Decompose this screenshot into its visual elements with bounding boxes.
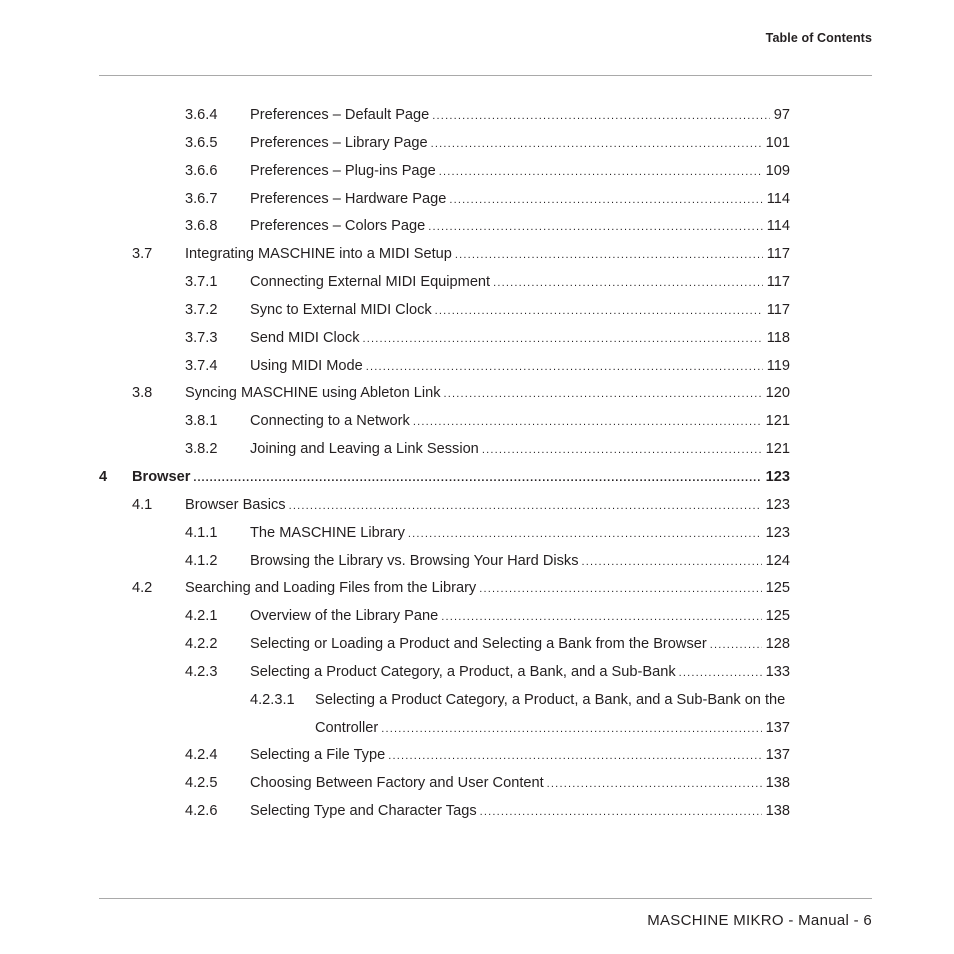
toc-entry-title: Overview of the Library Pane <box>250 608 439 625</box>
dot-leader <box>428 214 763 242</box>
toc-entry[interactable] <box>0 186 954 214</box>
dot-leader <box>679 660 762 688</box>
dot-leader <box>431 131 762 159</box>
toc-entry-number: 3.6.6 <box>185 162 218 179</box>
toc-entry-page: 125 <box>765 580 790 597</box>
toc-entry-page: 109 <box>765 162 790 179</box>
toc-entry-page: 137 <box>765 747 790 764</box>
dot-leader <box>381 716 761 744</box>
toc-entry[interactable] <box>0 548 954 576</box>
toc-entry-page: 114 <box>766 218 790 235</box>
toc-entry-title: Browser Basics <box>185 496 286 513</box>
toc-entry-title: Syncing MASCHINE using Ableton Link <box>185 385 441 402</box>
toc-entry-number: 3.6.7 <box>185 190 218 207</box>
toc-entry-page: 123 <box>765 496 790 513</box>
toc-entry-continuation[interactable] <box>0 715 954 743</box>
toc-entry-title: Send MIDI Clock <box>250 329 360 346</box>
toc-entry-number: 3.7 <box>132 246 153 263</box>
toc-entry-number: 4.2.3.1 <box>250 691 295 708</box>
toc-entry-title: Using MIDI Mode <box>250 357 363 374</box>
dot-leader <box>582 549 762 577</box>
toc-entry-number: 4.1 <box>132 496 153 513</box>
toc-entry-number: 4.2.6 <box>185 803 218 820</box>
toc-entry-page: 133 <box>765 663 790 680</box>
toc-entry[interactable] <box>0 269 954 297</box>
toc-entry[interactable] <box>0 436 954 464</box>
toc-entry-title: Selecting Type and Character Tags <box>250 803 477 820</box>
footer-divider <box>99 898 872 899</box>
toc-entry-number: 3.6.5 <box>185 134 218 151</box>
dot-leader <box>193 465 761 493</box>
toc-entry[interactable] <box>0 241 954 269</box>
dot-leader <box>455 242 763 270</box>
toc-entry-number: 4.2.2 <box>185 636 218 653</box>
dot-leader <box>289 493 762 521</box>
toc-entry[interactable] <box>0 213 954 241</box>
toc-entry[interactable] <box>0 464 954 492</box>
toc-entry-title: Preferences – Library Page <box>250 134 428 151</box>
toc-entry-number: 4.2.1 <box>185 608 218 625</box>
toc-entry-number: 3.7.4 <box>185 357 218 374</box>
toc-entry-number: 4.2.3 <box>185 663 218 680</box>
table-of-contents <box>0 102 954 826</box>
toc-entry[interactable] <box>0 102 954 130</box>
toc-entry-number: 3.7.1 <box>185 274 218 291</box>
toc-entry[interactable] <box>0 575 954 603</box>
toc-entry[interactable] <box>0 353 954 381</box>
toc-entry-page: 117 <box>766 301 790 318</box>
toc-entry-page: 120 <box>765 385 790 402</box>
toc-entry-number: 3.7.2 <box>185 301 218 318</box>
toc-entry-number: 3.8 <box>132 385 153 402</box>
footer-text: MASCHINE MIKRO - Manual - 6 <box>647 912 872 929</box>
toc-entry-title: The MASCHINE Library <box>250 524 405 541</box>
toc-entry-page: 119 <box>766 357 790 374</box>
toc-entry-page: 117 <box>766 274 790 291</box>
toc-entry[interactable] <box>0 130 954 158</box>
toc-entry-title: Preferences – Colors Page <box>250 218 426 235</box>
toc-entry-title: Selecting a File Type <box>250 747 386 764</box>
toc-entry-page: 123 <box>765 524 790 541</box>
toc-entry[interactable] <box>0 492 954 520</box>
toc-entry-title: Joining and Leaving a Link Session <box>250 441 479 458</box>
toc-entry-page: 125 <box>765 608 790 625</box>
dot-leader <box>408 521 762 549</box>
toc-entry-title: Preferences – Hardware Page <box>250 190 447 207</box>
dot-leader <box>482 437 762 465</box>
dot-leader <box>435 298 763 326</box>
toc-entry[interactable] <box>0 325 954 353</box>
toc-entry[interactable] <box>0 297 954 325</box>
toc-entry-title: Preferences – Plug-ins Page <box>250 162 436 179</box>
dot-leader <box>547 771 762 799</box>
toc-entry-page: 124 <box>765 552 790 569</box>
toc-entry-title: Selecting a Product Category, a Product, a Bank, and a Sub-Bank on the <box>315 691 786 708</box>
toc-entry-number: 4.1.2 <box>185 552 218 569</box>
toc-entry[interactable] <box>0 770 954 798</box>
toc-entry[interactable] <box>0 380 954 408</box>
toc-entry-page: 97 <box>773 107 790 123</box>
toc-entry-number: 3.7.3 <box>185 329 218 346</box>
toc-entry-number: 4.2.5 <box>185 775 218 792</box>
toc-entry-title: Searching and Loading Files from the Library <box>185 580 477 597</box>
dot-leader <box>449 187 762 215</box>
toc-entry-title: Selecting a Product Category, a Product, a Bank, and a Sub-Bank <box>250 663 676 680</box>
toc-entry-page: 121 <box>765 413 790 430</box>
dot-leader <box>388 743 761 771</box>
header-title: Table of Contents <box>765 31 872 45</box>
dot-leader <box>444 381 762 409</box>
dot-leader <box>413 409 762 437</box>
toc-entry-page: 128 <box>765 636 790 653</box>
toc-entry-page: 123 <box>765 468 790 485</box>
toc-entry-number: 3.8.2 <box>185 441 218 458</box>
toc-entry-page: 114 <box>766 190 790 207</box>
header-divider <box>99 75 872 76</box>
toc-entry-number: 4.2 <box>132 580 153 597</box>
toc-entry[interactable] <box>0 408 954 436</box>
dot-leader <box>366 354 763 382</box>
toc-entry[interactable] <box>0 659 954 687</box>
toc-entry-page: 118 <box>766 329 790 346</box>
dot-leader <box>493 270 763 298</box>
toc-entry[interactable] <box>0 742 954 770</box>
toc-entry-title: Choosing Between Factory and User Content <box>250 775 544 792</box>
toc-entry[interactable] <box>0 798 954 826</box>
toc-entry-title: Browser <box>132 468 191 485</box>
toc-entry-page: 121 <box>765 441 790 458</box>
toc-entry-title: Selecting or Loading a Product and Selecting a Bank from the Browser <box>250 636 707 653</box>
toc-entry-page: 101 <box>765 134 790 151</box>
toc-entry-number: 4 <box>99 468 108 485</box>
toc-entry-number: 3.6.8 <box>185 218 218 235</box>
toc-entry-page: 137 <box>765 719 790 736</box>
toc-entry-page: 117 <box>766 246 790 263</box>
toc-entry-number: 4.1.1 <box>185 524 218 541</box>
toc-entry-title: Preferences – Default Page <box>250 107 430 123</box>
toc-entry[interactable] <box>0 687 954 715</box>
toc-entry[interactable] <box>0 603 954 631</box>
toc-entry-page: 138 <box>765 803 790 820</box>
dot-leader <box>363 326 763 354</box>
dot-leader <box>441 604 761 632</box>
dot-leader <box>479 576 761 604</box>
toc-entry[interactable] <box>0 631 954 659</box>
dot-leader <box>480 799 762 827</box>
toc-entry-number: 4.2.4 <box>185 747 218 764</box>
toc-entry-title: Connecting to a Network <box>250 413 410 430</box>
dot-leader <box>439 159 762 187</box>
toc-entry-title: Browsing the Library vs. Browsing Your Hard Disks <box>250 552 579 569</box>
toc-entry-title: Sync to External MIDI Clock <box>250 301 432 318</box>
toc-entry-title: Integrating MASCHINE into a MIDI Setup <box>185 246 452 263</box>
toc-entry-number: 3.8.1 <box>185 413 218 430</box>
toc-entry[interactable] <box>0 520 954 548</box>
dot-leader <box>710 632 762 660</box>
toc-entry-title: Connecting External MIDI Equipment <box>250 274 491 291</box>
dot-leader <box>432 103 769 131</box>
toc-entry-page: 138 <box>765 775 790 792</box>
toc-entry-title-continuation: Controller <box>315 719 379 736</box>
toc-entry-number: 3.6.4 <box>185 107 218 123</box>
toc-entry[interactable] <box>0 158 954 186</box>
